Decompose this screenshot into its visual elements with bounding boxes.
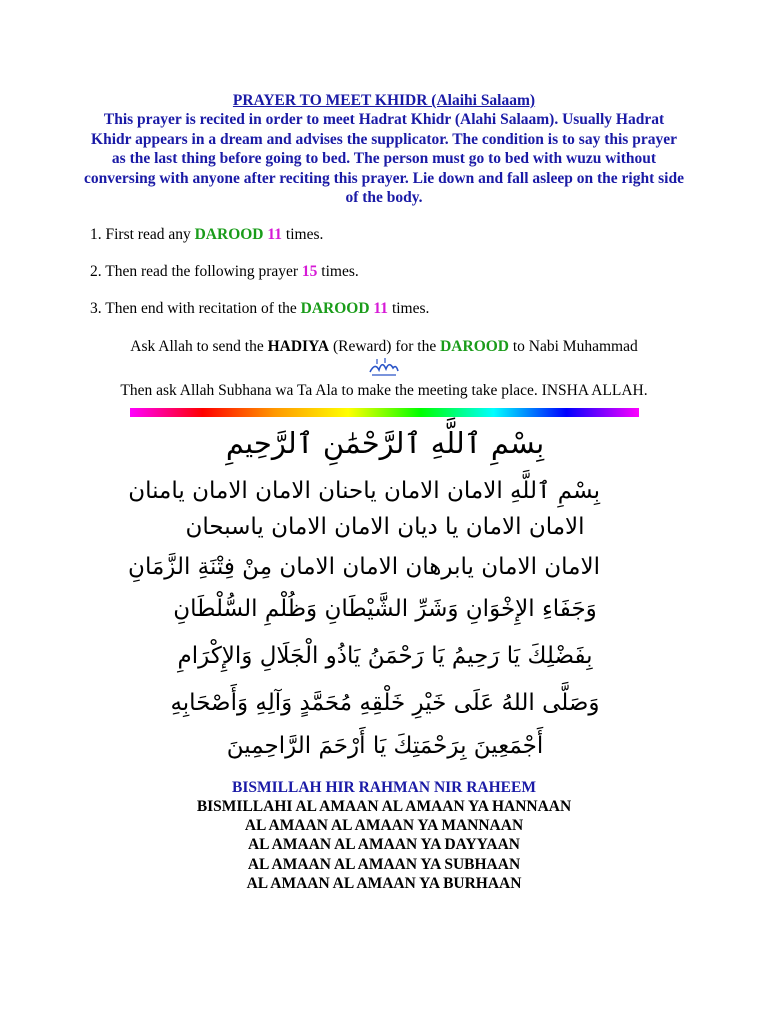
step-2 xyxy=(90,263,359,281)
then-line: Then ask Allah Subhana wa Ta Ala to make the meeting take place. INSHA ALLAH. xyxy=(120,382,648,399)
salawat-calligraphy-icon xyxy=(367,356,401,378)
step-1-darood: DAROOD xyxy=(194,226,264,243)
ask-text-1: Ask Allah to send the xyxy=(130,338,268,355)
ask-line xyxy=(0,338,768,356)
arabic-line-6: بِفَضْلِكَ يَا رَحِيمُ يَا رَحْمَنُ يَاذُو الْجَلَالِ وَالإِكْرَامِ xyxy=(177,643,593,669)
step-1-text: 1. First read any xyxy=(90,226,195,243)
step-3-darood: DAROOD xyxy=(300,300,370,317)
step-3-text: 3. Then end with recitation of the xyxy=(90,300,301,317)
translit-line-3: AL AMAAN AL AMAAN YA MANNAAN xyxy=(244,817,524,834)
arabic-line-2: بِسْمِ ٱللَّهِ الامان الامان ياحنان الامان الامان يامنان xyxy=(128,478,600,504)
arabic-line-1: بِسْمِ ٱللَّهِ ٱلرَّحْمَٰنِ ٱلرَّحِيمِ xyxy=(225,426,545,460)
ask-text-2: (Reward) for the xyxy=(329,338,441,355)
ask-darood: DAROOD xyxy=(440,338,509,355)
arabic-line-4: الامان الامان يابرهان الامان الامان مِنْ فِتْنَةِ الزَّمَانِ xyxy=(128,554,600,580)
page-title: PRAYER TO MEET KHIDR (Alaihi Salaam) xyxy=(232,92,536,109)
step-1-after: times. xyxy=(282,226,324,243)
step-2-after: times. xyxy=(317,263,359,280)
translit-line-1: BISMILLAH HIR RAHMAN NIR RAHEEM xyxy=(232,779,536,796)
step-1 xyxy=(90,226,323,244)
hadiya-word: HADIYA xyxy=(267,338,330,355)
step-2-text: 2. Then read the following prayer xyxy=(90,263,302,280)
arabic-line-7: وَصَلَّى اللهُ عَلَى خَيْرِ خَلْقِهِ مُحَمَّدٍ وَآلِهِ وَأَصْحَابِهِ xyxy=(170,690,600,716)
translit-line-6: AL AMAAN AL AMAAN YA BURHAAN xyxy=(246,875,522,892)
translit-line-2: BISMILLAHI AL AMAAN AL AMAAN YA HANNAAN xyxy=(196,798,572,815)
arabic-line-3: الامان الامان يا ديان الامان الامان ياسبحان xyxy=(185,514,585,540)
step-3-count: 11 xyxy=(373,300,389,317)
step-2-count: 15 xyxy=(301,263,318,280)
rainbow-divider xyxy=(130,408,639,417)
intro-paragraph: This prayer is recited in order to meet Hadrat Khidr (Alahi Salaam). Usually Hadrat Khidr appears in a dream and advises the supplicator. The condition is to say this prayer as the last thing before going to bed. The person must go to bed with wuzu without conversing with anyone after reciting this prayer. Lie down and fall asleep on the right side of the body. xyxy=(84,111,684,206)
ask-text-3: to Nabi Muhammad xyxy=(509,338,638,355)
arabic-line-8: أَجْمَعِينَ بِرَحْمَتِكَ يَا أَرْحَمَ الرَّاحِمِينَ xyxy=(226,733,544,759)
arabic-line-5: وَجَفَاءِ الإِخْوَانِ وَشَرِّ الشَّيْطَانِ وَظُلْمِ السُّلْطَانِ xyxy=(173,596,597,622)
step-1-count: 11 xyxy=(267,226,283,243)
translit-line-4: AL AMAAN AL AMAAN YA DAYYAAN xyxy=(247,836,520,853)
translit-line-5: AL AMAAN AL AMAAN YA SUBHAAN xyxy=(247,856,521,873)
step-3 xyxy=(90,300,429,318)
step-3-after: times. xyxy=(388,300,430,317)
